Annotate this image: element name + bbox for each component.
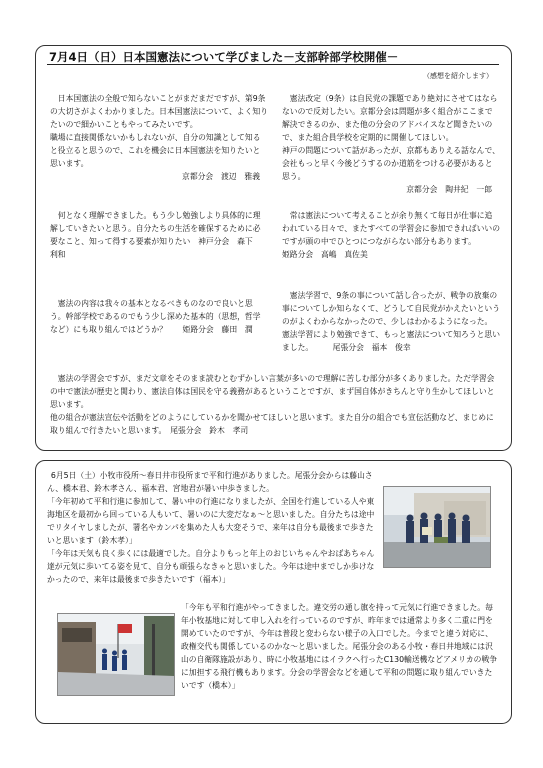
comment-text: 常は憲法について考えることが余り無くて毎日が仕事に追われている日々で、またすべての学習会に参加できればいいのですが頭の中でひとつにつながらない部分もあります。 姫路分会 高嶋 真佐美 [282,211,500,259]
comment-text: 日本国憲法の全般で知らないことがまだまだですが、第9条の大切さがよくわかりました。日本国憲法について、よく知りたいので細かいこともやってみたいです。 職場に直接関係ないかもしれないが、自分の知識として知ると役立ると思うので、これを機会に日本国憲法を知りたいと思います。 [50,94,268,168]
page-title: 7月4日（日）日本国憲法について学びました－支部幹部学校開催－ [49,50,399,64]
impressions-note: （感想を紹介します） [423,72,493,80]
comment-takashima [282,209,500,261]
comment-suei [282,92,500,196]
comment-text: 何となく理解できました。もう少し勉強しより具体的に理解していきたいと思う。自分たちの生活を確保するために必要なこと、知って得する要素が知りたい 神戸分会 森下 利和 [50,211,261,259]
comment-signature: 京都分会 陶井紀 一郎 [406,185,492,194]
comment-fujita [50,297,268,336]
report-text: 「今年も平和行進がやってきました。違交労の通し旗を持って元気に行進できました。毎年小牧基地に対して申し入れを行っているのですが、昨年までは通常より多く二重に門を開めていたのですが、今年は普段と変わらない様子の入口でした。今までと違う対応に、政権交代も関係しているのかな〜と思いました。尾張分会のある小牧・春日井地域には沢山の自衛隊施設があり、時に小牧基地にはイラクへ行ったC130輸送機などアメリカの戦争に加担する飛行機もあります。分会の学習会などを通して平和の問題に取り組んでいきたいです（橋本）」 [181,603,498,690]
comment-text: 憲法学習で、9条の事について話し合ったが、戦争の放棄の事についてしか知らなくて、どうして自民党がかえたいというのがよくわからなかったので、少しはわかるようになった。憲法学習により勉強できて、もっと憲法について知ろうと思いました。 尾張分会 福本 俊幸 [282,291,500,352]
group-photo-image [384,487,490,567]
comment-text: 憲法改定（9条）は自民党の課題であり絶対にさせてはならないので反対したい。京都分会は問題が多く組合がここまで解決できるのか、また他の分会のアドバイスなど聞きたいので、また組合員学校を定期的に開催してほしい。 神戸の問題について話があったが、京都もありえる話なんで、会社もっと早く今後どうするのか道筋をつける必要があると思う。 [282,94,500,181]
title-underline [47,64,499,65]
march-street-photo [57,613,175,696]
comment-text: 憲法の内容は我々の基本となるべきものなので良いと思う。幹部学校であるのでもう少し深めた基本的（思想，哲学など）にも取り組んではどうか？ 姫路分会 藤田 潤 [50,299,261,334]
comment-signature: 京都分会 渡辺 雅義 [182,172,260,181]
peace-march-report [47,469,377,586]
comment-watanabe [50,92,268,183]
hashimoto-comment [181,601,500,692]
comment-text: 憲法の学習会ですが、まだ文章をそのまま読むとむずかしい言葉が多いので理解に苦しむ部分が多くありました。ただ学習会の中で憲法が歴史と関わり、憲法自体は国民を守る義務があるということですが、まず国自体がきちんと守り生かしてほしいと思います。 他の組合が憲法宣伝や活動をどのようにしているかを聞かせてほしいと思います。また自分の組合でも宣伝活動など、まじめに取り組んで行きたいと思います。 尾張分会 鈴木 孝司 [50,374,495,435]
group-photo [383,486,491,568]
comment-suzuki [50,372,500,437]
comment-fukumoto [282,289,500,354]
comment-morishita [50,209,268,261]
march-street-photo-image [58,614,174,695]
report-text: 6月5日（土）小牧市役所〜春日井市役所まで平和行進がありました。尾張分会からは藤山さん、橋本君、鈴木孝さん、福本君、宮地君が暑い中歩きました。 「今年初めて平和行進に参加して、暑い中の行進になりましたが、全国を行進している人や東海地区を最初から回っている人もいて、暑いのに大変だなぁ〜と思いました。自分たちは途中でリタイヤしましたが、署名やカンパを集めた人も大変そうで、来年は自分も最後まで歩きたいと思います（鈴木孝）」 「今年は天気も良く歩くには最適でした。自分よりもっと年上のおじいちゃんやおばあちゃん達が元気に歩いてる姿を見て、自分も頑張らなきゃと思いました。今年は途中までしか歩けなかったので、来年は最後まで歩きたいです（福本）」 [47,471,375,584]
